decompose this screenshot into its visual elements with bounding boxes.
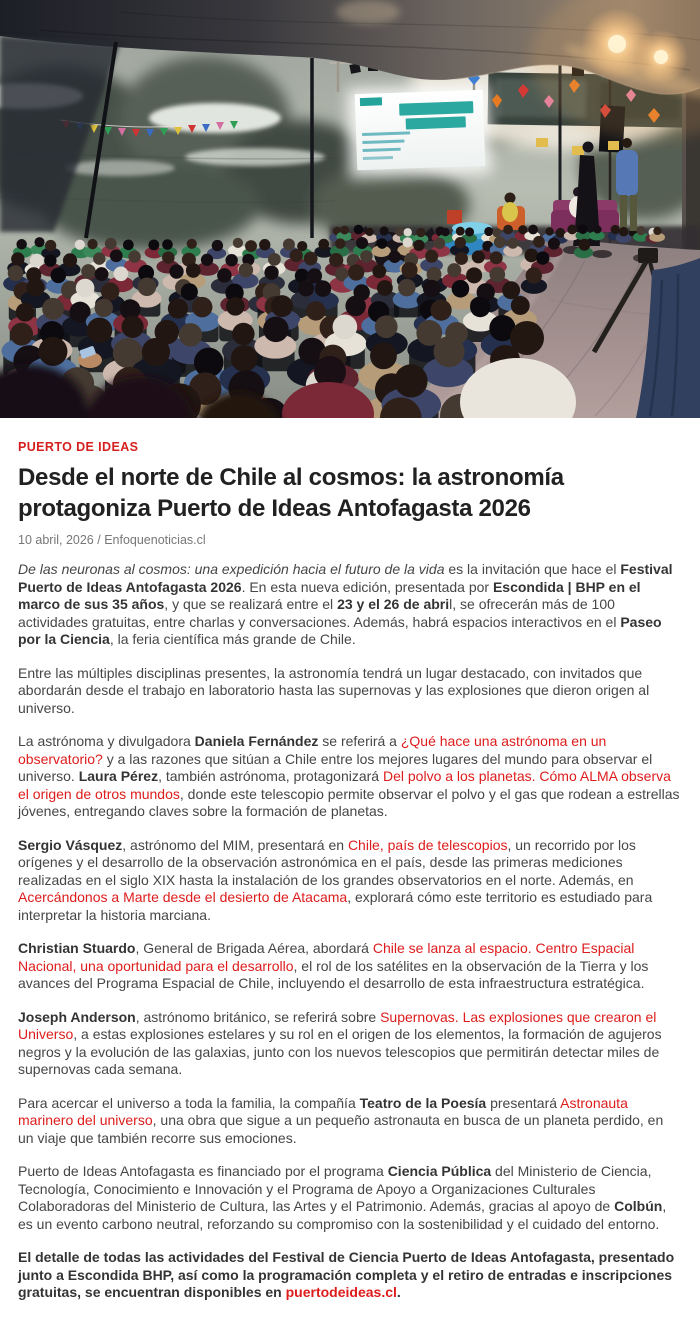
hero-projection-screen [347,84,492,179]
article-title: Desde el norte de Chile al cosmos: la astronomía protagoniza Puerto de Ideas Antofagasta 2026 [18,464,564,522]
article-paragraph: Sergio Vásquez, astrónomo del MIM, presentará en Chile, país de telescopios, un recorrido por los orígenes y el desarrollo de la observación astronómica en el país, desde las primeras mediciones realizadas en el siglo XIX hasta la instalación de los grandes observatorios en el norte. Además, en Acercándonos a Marte desde el desierto de Atacama, explorará cómo este territorio es estudiado para interpretar la historia marciana. [18,836,653,923]
article-link[interactable]: puertodeideas.cl [285,1284,397,1300]
article-paragraph: Joseph Anderson, astrónomo británico, se referirá sobre Supernovas. Las explosiones que crearon el Universo, a estas explosiones estelares y su rol en el origen de los elementos, la formación de agujeros negros y la evolución de las galaxias, junto con los nuevos telescopios que permitirán detectar miles de supernovas cada semana. [18,1008,662,1077]
article-link[interactable]: Del polvo a los planetas. Cómo ALMA observa el origen de otros mundos [18,768,671,802]
article-link[interactable]: ¿Qué hace una astrónoma en un observatorio? [18,733,607,767]
article-paragraph: Para acercar el universo a toda la familia, la compañía Teatro de la Poesía presentará Astronauta marinero del universo, una obra que sigue a un pequeño astronauta en busca de un planeta perdido, en un viaje que también recorre sus emociones. [18,1094,664,1146]
meta-separator: / [93,533,105,547]
article-link[interactable]: Chile, país de telescopios [347,836,508,853]
article-content [0,440,700,1332]
article-link[interactable]: Chile se lanza al espacio. Centro Espacial Nacional, una oportunidad para el desarrollo [18,940,635,974]
article-paragraph: La astrónoma y divulgadora Daniela Fernández se referirá a ¿Qué hace una astrónoma en un observatorio? y a las razones que sitúan a Chile entre los mejores lugares del mundo para observar el universo. Laura Pérez, también astrónoma, protagonizará Del polvo a los planetas. Cómo ALMA observa el origen de otros mundos, donde este telescopio permite observar el polvo y el gas que rodean a estrellas jóvenes, entregando claves sobre la formación de planetas. [18,733,680,819]
article-source: Enfoquenoticias.cl [104,533,206,547]
article-paragraph: Christian Stuardo, General de Brigada Aérea, abordará Chile se lanza al espacio. Centro Espacial Nacional, una oportunidad para el desarrollo, el rol de los satélites en la observación de la Tierra y los avances del Programa Espacial de Chile, incluyendo el desarrollo de esta infraestructura estratégica. [18,940,649,991]
article-meta [18,533,682,547]
article-body [18,561,682,1302]
article-link[interactable]: Acercándonos a Marte desde el desierto de Atacama [18,889,348,905]
article-paragraph: El detalle de todas las actividades del Festival de Ciencia Puerto de Ideas Antofagasta, presentado junto a Escondida BHP, así como la programación completa y el retiro de entradas e inscripciones gratuitas, se encuentran disponibles en puertodeideas.cl. [18,1249,675,1300]
article-hero-photo [0,0,700,418]
article-link[interactable]: Astronauta marinero del universo [18,1094,628,1128]
article-paragraph: Entre las múltiples disciplinas presentes, la astronomía tendrá un lugar destacado, con invitados que abordarán desde el trabajo en laboratorio hasta las supernovas y las explosiones que dieron origen al universo. [18,664,650,716]
hero-photo-illustration [0,0,700,418]
article-date: 10 abril, 2026 [18,533,94,547]
category-label[interactable]: PUERTO DE IDEAS [18,440,139,454]
article-link[interactable]: Supernovas. Las explosiones que crearon el Universo [18,1008,657,1042]
article-paragraph: De las neuronas al cosmos: una expedición hacia el futuro de la vida es la invitación que hace el Festival Puerto de Ideas Antofagasta 2026. En esta nueva edición, presentada por Escondida | BHP en el marco de sus 35 años, y que se realizará entre el 23 y el 26 de abril, se ofrecerán más de 100 actividades gratuitas, entre charlas y conversaciones. Además, habrá espacios interactivos en el Paseo por la Ciencia, la feria científica más grande de Chile. [18,561,673,647]
article-paragraph: Puerto de Ideas Antofagasta es financiado por el programa Ciencia Pública del Ministerio de Ciencia, Tecnología, Conocimiento e Innovación y el Programa de Apoyo a Organizaciones Culturales Colaboradoras del Ministerio de Cultura, las Artes y el Patrimonio. Además, gracias al apoyo de Colbún, es un evento carbono neutral, reforzando su compromiso con la sostenibilidad y el cuidado del entorno. [18,1163,667,1232]
